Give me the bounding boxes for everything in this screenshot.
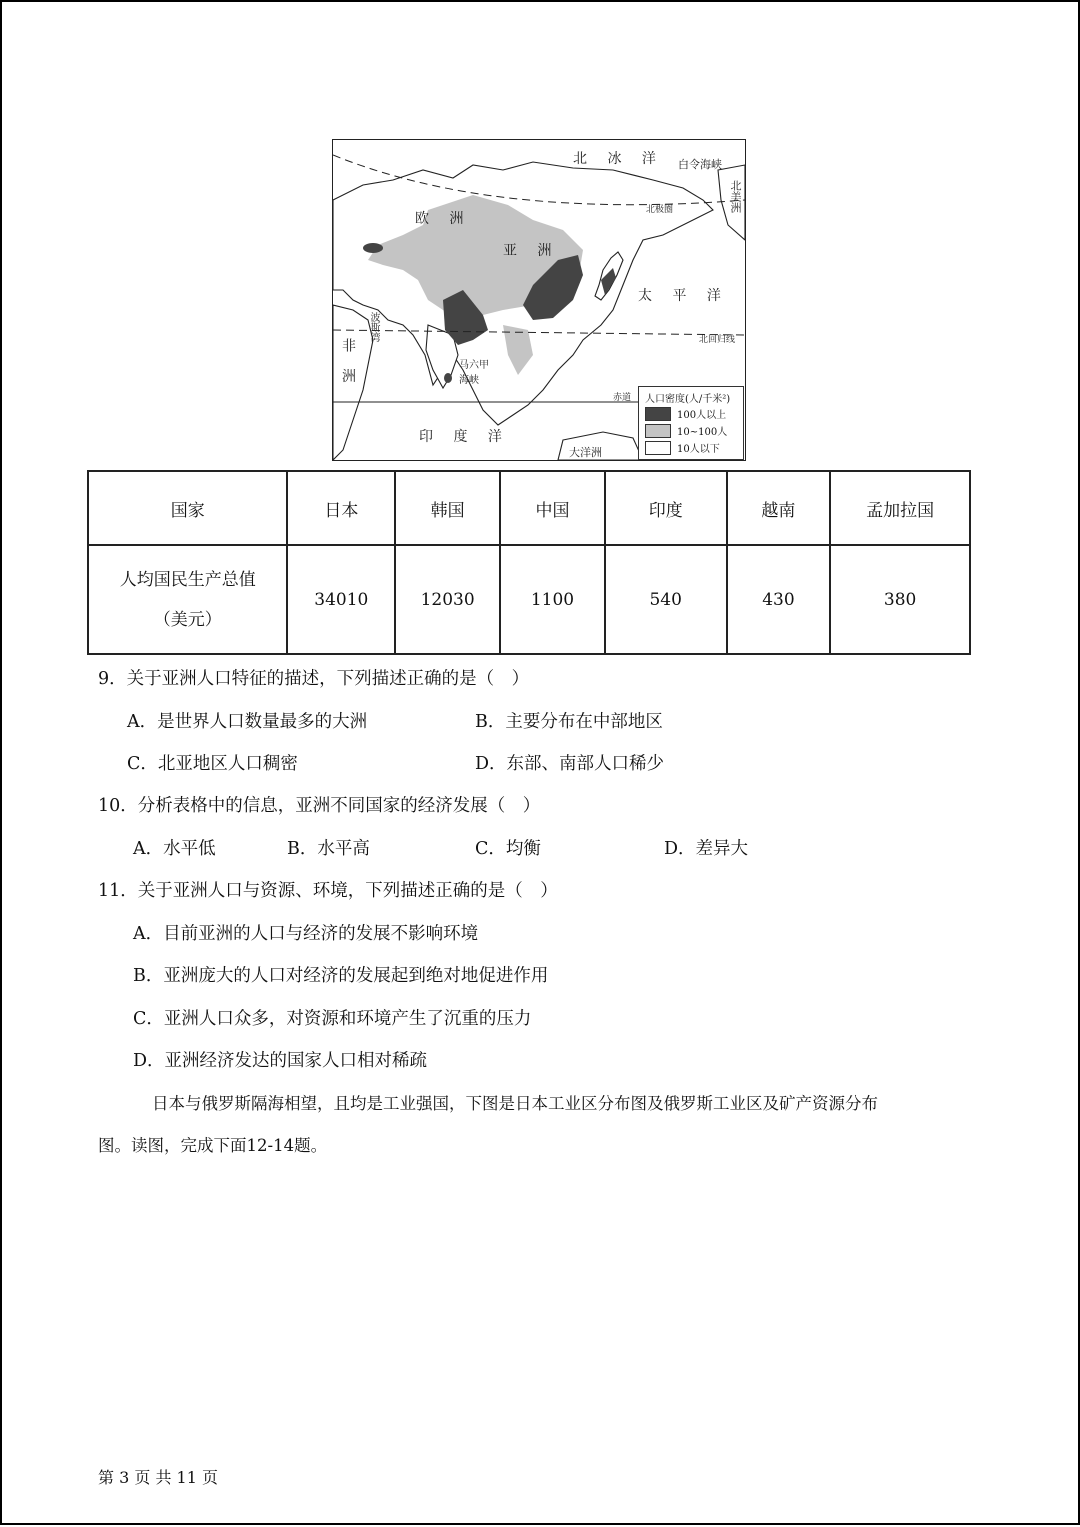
map-label-persian-gulf: 波斯湾 (368, 312, 379, 342)
table-cell: 380 (830, 545, 970, 654)
table-cell: 34010 (287, 545, 395, 654)
question-9-stem: 9．关于亚洲人口特征的描述，下列描述正确的是（ ） (98, 669, 530, 689)
legend-label: 100人以上 (677, 410, 727, 421)
legend-item (645, 423, 727, 438)
question-11-option-a: A．目前亚洲的人口与经济的发展不影响环境 (133, 924, 479, 944)
table-row (88, 545, 970, 654)
map-legend (638, 386, 744, 460)
question-11-option-b: B．亚洲庞大的人口对经济的发展起到绝对地促进作用 (133, 966, 549, 986)
map-label-arctic-circle: 北极圈 (646, 205, 674, 215)
row-label-line: 人均国民生产总值 (119, 569, 256, 590)
gnp-per-capita-table (87, 470, 971, 655)
table-cell: 12030 (395, 545, 500, 654)
question-9-option-b: B．主要分布在中部地区 (475, 712, 663, 732)
map-label-indian-ocean: 印 度 洋 (419, 429, 510, 445)
legend-swatch-medium (645, 424, 671, 438)
question-9-option-c: C．北亚地区人口稠密 (127, 754, 298, 774)
intro-paragraph-line-1: 日本与俄罗斯隔海相望，且均是工业强国，下图是日本工业区分布图及俄罗斯工业区及矿产资源分布 (152, 1094, 878, 1113)
question-10-option-b: B．水平高 (287, 839, 370, 859)
row-label-unit: （美元） (153, 609, 222, 630)
map-label-north-america: 北美洲 (729, 180, 742, 213)
table-header-cell: 孟加拉国 (830, 471, 970, 545)
table-cell: 430 (727, 545, 831, 654)
question-9-option-a: A．是世界人口数量最多的大洲 (127, 712, 368, 732)
map-label-equator: 赤道 (613, 393, 632, 403)
table-cell: 540 (605, 545, 727, 654)
question-10-stem: 10．分析表格中的信息，亚洲不同国家的经济发展（ ） (98, 796, 541, 816)
intro-paragraph-line-2: 图。读图，完成下面12-14题。 (98, 1136, 328, 1155)
map-label-bering-strait: 白令海峡 (678, 158, 722, 171)
table-header-cell: 日本 (287, 471, 395, 545)
legend-swatch-high (645, 407, 671, 421)
question-10-option-a: A．水平低 (133, 839, 216, 859)
density-high-region (444, 373, 452, 383)
legend-item (645, 440, 720, 455)
question-11-option-d: D．亚洲经济发达的国家人口相对稀疏 (133, 1051, 428, 1071)
map-label-europe: 欧 洲 (415, 211, 472, 227)
map-label-africa: 非 洲 (340, 338, 356, 389)
question-10-option-c: C．均衡 (475, 839, 541, 859)
density-high-region (363, 243, 383, 253)
question-10-option-d: D．差异大 (664, 839, 749, 859)
table-header-cell: 中国 (500, 471, 605, 545)
legend-label: 10人以下 (677, 444, 720, 455)
legend-title: 人口密度(人/千米²) (645, 394, 731, 405)
legend-label: 10~100人 (677, 427, 728, 438)
legend-swatch-low (645, 441, 671, 455)
map-label-tropic-of-cancer: 北回归线 (699, 335, 736, 345)
page-number-footer: 第 3 页 共 11 页 (98, 1468, 218, 1487)
table-header-row (88, 471, 970, 545)
asia-population-density-map (332, 139, 746, 461)
table-row-label (88, 545, 287, 654)
map-label-asia: 亚 洲 (503, 243, 560, 259)
table-cell: 1100 (500, 545, 605, 654)
map-label-strait-of-malacca: 马六甲海峡 (459, 360, 489, 386)
question-11-option-c: C．亚洲人口众多，对资源和环境产生了沉重的压力 (133, 1009, 532, 1029)
table-header-cell: 韩国 (395, 471, 500, 545)
table-header-cell: 印度 (605, 471, 727, 545)
map-label-oceania: 大洋洲 (569, 446, 602, 459)
legend-item (645, 406, 726, 421)
table-header-cell: 国家 (88, 471, 287, 545)
question-11-stem: 11．关于亚洲人口与资源、环境，下列描述正确的是（ ） (98, 881, 558, 901)
map-label-arctic-ocean: 北 冰 洋 (573, 151, 664, 167)
question-9-option-d: D．东部、南部人口稀少 (475, 754, 665, 774)
map-label-pacific-ocean: 太 平 洋 (638, 288, 729, 304)
table-header-cell: 越南 (727, 471, 831, 545)
